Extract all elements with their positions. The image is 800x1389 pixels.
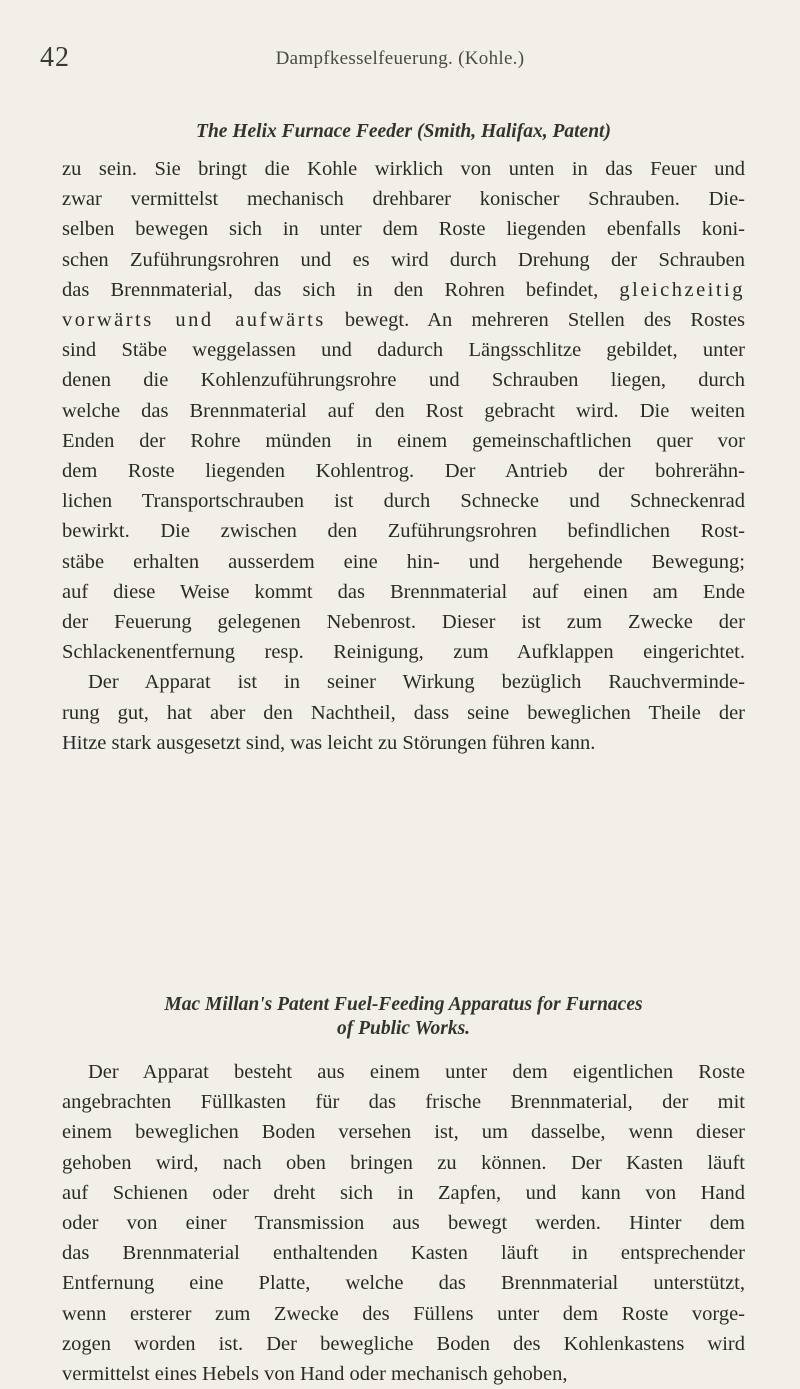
text-line: Der Apparat besteht aus einem unter dem eigentlichen Roste (88, 1061, 745, 1083)
section-mac-millan-patent (62, 993, 745, 1389)
section-title-line: Mac Millan's Patent Fuel-Feeding Apparatus for Furnaces (164, 994, 643, 1015)
section-helix-furnace-feeder (62, 120, 745, 758)
text-line: das Brennmaterial, das sich in den Rohren befindet, gleichzeitig (62, 278, 745, 301)
section-body (62, 154, 745, 758)
text-line: wenn ersterer zum Zwecke des Füllens unter dem Roste vorge- (62, 1302, 745, 1325)
section-title-line: The Helix Furnace Feeder (Smith, Halifax, Patent) (196, 121, 611, 142)
text-line: das Brennmaterial enthaltenden Kasten läuft in entsprechender (62, 1242, 745, 1265)
text-line: zwar vermittelst mechanisch drehbarer konischer Schrauben. Die- (62, 188, 745, 211)
text-line: bewirkt. Die zwischen den Zuführungsrohren befindlichen Rost- (62, 520, 745, 543)
text-line: oder von einer Transmission aus bewegt werden. Hinter dem (62, 1212, 745, 1235)
text-line: auf Schienen oder dreht sich in Zapfen, und kann von Hand (62, 1181, 745, 1204)
text-line: vorwärts und aufwärts bewegt. An mehreren Stellen des Rostes (62, 309, 746, 332)
text-line: auf diese Weise kommt das Brennmaterial auf einen am Ende (62, 580, 745, 603)
emphasized-text: gleichzeitig (619, 278, 745, 301)
section-title (62, 120, 745, 144)
text-line: vermittelst eines Hebels von Hand oder mechanisch gehoben, (62, 1363, 568, 1386)
text-line: denen die Kohlenzuführungsrohre und Schrauben liegen, durch (62, 369, 745, 392)
text-line: schen Zuführungsrohren und es wird durch Drehung der Schrauben (62, 248, 745, 271)
text-line: Schlackenentfernung resp. Reinigung, zum Aufklappen eingerichtet. (62, 641, 745, 664)
text-line: zu sein. Sie bringt die Kohle wirklich von unten in das Feuer und (62, 158, 745, 180)
text-line: Enden der Rohre münden in einem gemeinschaftlichen quer vor (62, 429, 745, 452)
text-line: rung gut, hat aber den Nachtheil, dass seine beweglichen Theile der (62, 701, 745, 724)
text-line: stäbe erhalten ausserdem eine hin- und hergehende Bewegung; (62, 550, 745, 573)
text-line: selben bewegen sich in unter dem Roste liegenden ebenfalls koni- (62, 218, 745, 241)
text-line: lichen Transportschrauben ist durch Schnecke und Schneckenrad (62, 490, 745, 513)
page-header (40, 42, 760, 82)
emphasized-text: vorwärts und aufwärts (62, 309, 326, 332)
text-line: zogen worden ist. Der bewegliche Boden des Kohlenkastens wird (62, 1332, 745, 1355)
text-line: dem Roste liegenden Kohlentrog. Der Antrieb der bohrerähn- (62, 460, 745, 483)
text-line: der Feuerung gelegenen Nebenrost. Dieser ist zum Zwecke der (62, 611, 745, 634)
section-body (62, 1057, 745, 1389)
page-number: 42 (40, 42, 70, 73)
text-line: Der Apparat ist in seiner Wirkung bezüglich Rauchverminde- (88, 671, 745, 694)
text-line: einem beweglichen Boden versehen ist, um dasselbe, wenn dieser (62, 1121, 745, 1144)
section-title (62, 993, 745, 1041)
text-line: gehoben wird, nach oben bringen zu können. Der Kasten läuft (62, 1151, 745, 1174)
text-line: angebrachten Füllkasten für das frische Brennmaterial, der mit (62, 1091, 745, 1114)
section-title-line: of Public Works. (336, 1018, 471, 1039)
text-line: Entfernung eine Platte, welche das Brennmaterial unterstützt, (62, 1272, 745, 1295)
text-line: Hitze stark ausgesetzt sind, was leicht zu Störungen führen kann. (62, 731, 596, 754)
running-head: Dampfkesselfeuerung. (Kohle.) (275, 48, 525, 69)
text-line: welche das Brennmaterial auf den Rost gebracht wird. Die weiten (62, 399, 745, 422)
text-line: sind Stäbe weggelassen und dadurch Längsschlitze gebildet, unter (62, 339, 745, 362)
